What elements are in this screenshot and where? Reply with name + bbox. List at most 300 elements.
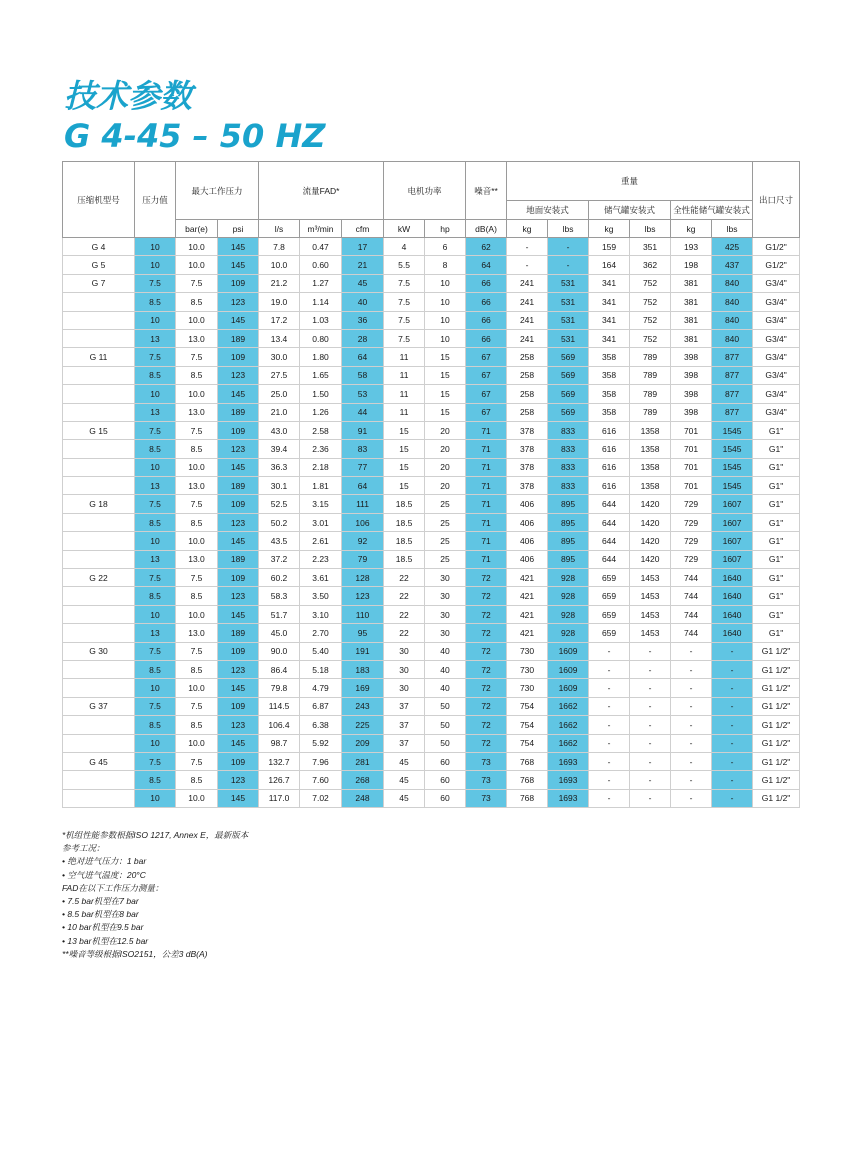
data-cell: 1358	[630, 458, 671, 476]
data-cell: 225	[342, 716, 384, 734]
data-cell: 37	[384, 697, 425, 715]
data-cell: 840	[712, 274, 753, 292]
data-cell: 406	[507, 513, 548, 531]
data-cell: 10.0	[176, 734, 218, 752]
unit-header: lbs	[548, 220, 589, 238]
table-row	[63, 256, 800, 274]
data-cell: 1662	[548, 734, 589, 752]
model-cell	[63, 440, 135, 458]
data-cell: G1"	[753, 495, 800, 513]
data-cell: 13	[135, 403, 176, 421]
data-cell: -	[712, 716, 753, 734]
data-cell: 27.5	[259, 366, 300, 384]
data-cell: 268	[342, 771, 384, 789]
data-cell: 729	[671, 495, 712, 513]
data-cell: 341	[589, 311, 630, 329]
data-cell: 1693	[548, 789, 589, 807]
data-cell: 895	[548, 550, 589, 568]
data-cell: -	[589, 789, 630, 807]
data-cell: 7.96	[300, 752, 342, 770]
data-cell: 25	[425, 532, 466, 550]
data-cell: 659	[589, 624, 630, 642]
data-cell: 109	[218, 752, 259, 770]
data-cell: 132.7	[259, 752, 300, 770]
data-cell: 25	[425, 513, 466, 531]
data-cell: 71	[466, 513, 507, 531]
data-cell: 10	[135, 256, 176, 274]
model-cell: G 30	[63, 642, 135, 660]
data-cell: 71	[466, 495, 507, 513]
data-cell: 7.5	[135, 569, 176, 587]
data-cell: 13.0	[176, 624, 218, 642]
data-cell: 30	[425, 587, 466, 605]
data-cell: 22	[384, 587, 425, 605]
table-row	[63, 477, 800, 495]
data-cell: 1545	[712, 477, 753, 495]
data-cell: G3/4"	[753, 293, 800, 311]
data-cell: -	[589, 697, 630, 715]
table-row	[63, 771, 800, 789]
data-cell: -	[548, 238, 589, 256]
data-cell: 7.5	[135, 752, 176, 770]
data-cell: 145	[218, 734, 259, 752]
table-row	[63, 366, 800, 384]
page-title	[64, 76, 325, 156]
data-cell: 3.61	[300, 569, 342, 587]
data-cell: 341	[589, 293, 630, 311]
data-cell: 72	[466, 716, 507, 734]
table-row	[63, 293, 800, 311]
data-cell: 840	[712, 329, 753, 347]
data-cell: 7.8	[259, 238, 300, 256]
data-cell: 258	[507, 348, 548, 366]
data-cell: -	[630, 716, 671, 734]
data-cell: 11	[384, 348, 425, 366]
data-cell: 531	[548, 293, 589, 311]
data-cell: 877	[712, 403, 753, 421]
data-cell: 145	[218, 605, 259, 623]
data-cell: 15	[384, 458, 425, 476]
data-cell: 71	[466, 532, 507, 550]
data-cell: 398	[671, 385, 712, 403]
unit-header: kg	[507, 220, 548, 238]
data-cell: 123	[218, 660, 259, 678]
data-cell: 833	[548, 477, 589, 495]
data-cell: 145	[218, 458, 259, 476]
data-cell: G3/4"	[753, 348, 800, 366]
data-cell: 6.38	[300, 716, 342, 734]
data-cell: 752	[630, 311, 671, 329]
data-cell: 1545	[712, 458, 753, 476]
data-cell: 15	[425, 366, 466, 384]
data-cell: 13.0	[176, 477, 218, 495]
data-cell: 67	[466, 385, 507, 403]
data-cell: 840	[712, 311, 753, 329]
data-cell: 36.3	[259, 458, 300, 476]
data-cell: 1420	[630, 513, 671, 531]
data-cell: -	[712, 771, 753, 789]
data-cell: 58	[342, 366, 384, 384]
data-cell: -	[671, 734, 712, 752]
data-cell: 877	[712, 348, 753, 366]
data-cell: 730	[507, 642, 548, 660]
unit-header: kg	[589, 220, 630, 238]
data-cell: 18.5	[384, 495, 425, 513]
data-cell: 198	[671, 256, 712, 274]
data-cell: 3.15	[300, 495, 342, 513]
data-cell: 183	[342, 660, 384, 678]
data-cell: 7.5	[384, 274, 425, 292]
note-line: 参考工况：	[62, 843, 105, 854]
data-cell: G1"	[753, 550, 800, 568]
table-row	[63, 734, 800, 752]
model-cell	[63, 311, 135, 329]
data-cell: G1"	[753, 624, 800, 642]
data-cell: 109	[218, 495, 259, 513]
data-cell: 10	[135, 789, 176, 807]
data-cell: 7.5	[176, 752, 218, 770]
data-cell: 90.0	[259, 642, 300, 660]
data-cell: 5.40	[300, 642, 342, 660]
data-cell: 8.5	[176, 440, 218, 458]
data-cell: 109	[218, 697, 259, 715]
data-cell: 18.5	[384, 513, 425, 531]
data-cell: 1640	[712, 587, 753, 605]
data-cell: 123	[218, 771, 259, 789]
data-cell: 8.5	[135, 587, 176, 605]
unit-header: l/s	[259, 220, 300, 238]
data-cell: 1.81	[300, 477, 342, 495]
data-cell: 659	[589, 587, 630, 605]
data-cell: 421	[507, 587, 548, 605]
data-cell: -	[589, 771, 630, 789]
data-cell: 30.1	[259, 477, 300, 495]
data-cell: 730	[507, 679, 548, 697]
data-cell: G1 1/2"	[753, 679, 800, 697]
data-cell: 43.5	[259, 532, 300, 550]
data-cell: -	[630, 752, 671, 770]
data-cell: 72	[466, 642, 507, 660]
data-cell: 22	[384, 624, 425, 642]
data-cell: 3.50	[300, 587, 342, 605]
data-cell: 241	[507, 293, 548, 311]
data-cell: 378	[507, 458, 548, 476]
data-cell: 71	[466, 458, 507, 476]
data-cell: 8.5	[176, 513, 218, 531]
data-cell: G1"	[753, 513, 800, 531]
data-cell: 10.0	[259, 256, 300, 274]
data-cell: 8.5	[176, 366, 218, 384]
data-cell: 7.5	[135, 421, 176, 439]
data-cell: 362	[630, 256, 671, 274]
data-cell: 729	[671, 550, 712, 568]
unit-header: kg	[671, 220, 712, 238]
data-cell: 8.5	[135, 716, 176, 734]
data-cell: 72	[466, 624, 507, 642]
data-cell: 64	[466, 256, 507, 274]
data-cell: 10.0	[176, 679, 218, 697]
data-cell: 25	[425, 495, 466, 513]
data-cell: 241	[507, 274, 548, 292]
data-cell: 10.0	[176, 238, 218, 256]
data-cell: 1.50	[300, 385, 342, 403]
data-cell: 39.4	[259, 440, 300, 458]
data-cell: -	[671, 789, 712, 807]
data-cell: 1693	[548, 771, 589, 789]
data-cell: 7.5	[135, 274, 176, 292]
data-cell: 60	[425, 789, 466, 807]
data-cell: 30	[384, 642, 425, 660]
data-cell: 437	[712, 256, 753, 274]
data-cell: -	[712, 752, 753, 770]
model-cell	[63, 477, 135, 495]
data-cell: 13	[135, 624, 176, 642]
data-cell: 895	[548, 532, 589, 550]
note-line: **噪音等级根据ISO2151，公差3 dB(A)	[62, 948, 208, 959]
data-cell: -	[671, 697, 712, 715]
data-cell: 351	[630, 238, 671, 256]
data-cell: 64	[342, 477, 384, 495]
model-cell	[63, 771, 135, 789]
table-row	[63, 274, 800, 292]
data-cell: -	[671, 716, 712, 734]
data-cell: 189	[218, 477, 259, 495]
data-cell: 67	[466, 366, 507, 384]
data-cell: 73	[466, 789, 507, 807]
unit-header: lbs	[712, 220, 753, 238]
data-cell: 744	[671, 587, 712, 605]
data-cell: 15	[425, 403, 466, 421]
data-cell: 21.2	[259, 274, 300, 292]
data-cell: 145	[218, 532, 259, 550]
data-cell: 616	[589, 440, 630, 458]
data-cell: 189	[218, 550, 259, 568]
data-cell: 64	[342, 348, 384, 366]
table-row	[63, 789, 800, 807]
data-cell: 50	[425, 697, 466, 715]
data-cell: 744	[671, 605, 712, 623]
data-cell: 17	[342, 238, 384, 256]
title-line-2: G 4-45 – 50 HZ	[64, 117, 326, 155]
model-cell	[63, 293, 135, 311]
data-cell: G3/4"	[753, 403, 800, 421]
data-cell: 701	[671, 458, 712, 476]
data-cell: 398	[671, 348, 712, 366]
data-cell: 378	[507, 421, 548, 439]
model-cell	[63, 734, 135, 752]
table-row	[63, 587, 800, 605]
data-cell: 8.5	[176, 293, 218, 311]
data-cell: 13	[135, 477, 176, 495]
model-cell: G 18	[63, 495, 135, 513]
data-cell: 145	[218, 679, 259, 697]
data-cell: 106.4	[259, 716, 300, 734]
header-model: 压缩机型号	[63, 162, 135, 238]
model-cell	[63, 679, 135, 697]
note-line: • 13 bar机型在12.5 bar	[62, 935, 149, 946]
data-cell: G1 1/2"	[753, 642, 800, 660]
table-row	[63, 421, 800, 439]
data-cell: 1358	[630, 477, 671, 495]
data-cell: 8.5	[135, 513, 176, 531]
data-cell: 10	[135, 458, 176, 476]
data-cell: 1693	[548, 752, 589, 770]
data-cell: -	[712, 679, 753, 697]
data-cell: 30	[425, 605, 466, 623]
data-cell: 569	[548, 348, 589, 366]
model-cell	[63, 550, 135, 568]
data-cell: 72	[466, 587, 507, 605]
data-cell: 1609	[548, 642, 589, 660]
data-cell: 145	[218, 238, 259, 256]
data-cell: G3/4"	[753, 311, 800, 329]
data-cell: 768	[507, 771, 548, 789]
model-cell	[63, 532, 135, 550]
data-cell: 71	[466, 477, 507, 495]
data-cell: 833	[548, 458, 589, 476]
data-cell: 106	[342, 513, 384, 531]
data-cell: 10	[425, 311, 466, 329]
data-cell: G3/4"	[753, 385, 800, 403]
data-cell: 10	[135, 311, 176, 329]
data-cell: 0.60	[300, 256, 342, 274]
data-cell: 51.7	[259, 605, 300, 623]
data-cell: 0.80	[300, 329, 342, 347]
data-cell: 1640	[712, 624, 753, 642]
data-cell: 91	[342, 421, 384, 439]
data-cell: 15	[425, 348, 466, 366]
data-cell: 10.0	[176, 256, 218, 274]
data-cell: 398	[671, 366, 712, 384]
data-cell: 15	[384, 477, 425, 495]
model-cell: G 5	[63, 256, 135, 274]
data-cell: 8.5	[135, 771, 176, 789]
data-cell: 7.5	[176, 642, 218, 660]
table-row	[63, 532, 800, 550]
model-cell	[63, 366, 135, 384]
data-cell: 10	[425, 293, 466, 311]
data-cell: 406	[507, 495, 548, 513]
data-cell: 95	[342, 624, 384, 642]
note-line: • 7.5 bar机型在7 bar	[62, 896, 139, 907]
data-cell: 28	[342, 329, 384, 347]
data-cell: -	[589, 679, 630, 697]
footnotes	[62, 829, 248, 961]
data-cell: 378	[507, 477, 548, 495]
data-cell: G3/4"	[753, 329, 800, 347]
data-cell: 1.65	[300, 366, 342, 384]
data-cell: 531	[548, 311, 589, 329]
data-cell: 928	[548, 587, 589, 605]
data-cell: 10.0	[176, 532, 218, 550]
data-cell: -	[712, 789, 753, 807]
model-cell	[63, 587, 135, 605]
data-cell: G1"	[753, 440, 800, 458]
unit-header: bar(e)	[176, 220, 218, 238]
data-cell: 13	[135, 329, 176, 347]
data-cell: 7.5	[176, 569, 218, 587]
data-cell: 13.0	[176, 329, 218, 347]
data-cell: G1 1/2"	[753, 789, 800, 807]
data-cell: 381	[671, 274, 712, 292]
data-cell: 72	[466, 605, 507, 623]
data-cell: -	[630, 642, 671, 660]
data-cell: 2.61	[300, 532, 342, 550]
data-cell: 258	[507, 366, 548, 384]
data-cell: 110	[342, 605, 384, 623]
data-cell: 5.5	[384, 256, 425, 274]
data-cell: 789	[630, 366, 671, 384]
data-cell: 71	[466, 440, 507, 458]
data-cell: 20	[425, 421, 466, 439]
data-cell: 2.18	[300, 458, 342, 476]
data-cell: 659	[589, 605, 630, 623]
data-cell: 895	[548, 495, 589, 513]
data-cell: 30.0	[259, 348, 300, 366]
data-cell: 2.36	[300, 440, 342, 458]
header-weight: 重量	[507, 162, 753, 201]
data-cell: 79.8	[259, 679, 300, 697]
model-cell	[63, 513, 135, 531]
data-cell: 1662	[548, 697, 589, 715]
data-cell: 5.18	[300, 660, 342, 678]
data-cell: 358	[589, 385, 630, 403]
table-row	[63, 624, 800, 642]
data-cell: 258	[507, 403, 548, 421]
data-cell: 145	[218, 311, 259, 329]
data-cell: 109	[218, 569, 259, 587]
data-cell: 877	[712, 366, 753, 384]
spec-table	[62, 161, 800, 808]
table-row	[63, 385, 800, 403]
data-cell: G1"	[753, 605, 800, 623]
data-cell: 109	[218, 274, 259, 292]
data-cell: 1662	[548, 716, 589, 734]
data-cell: 928	[548, 605, 589, 623]
data-cell: 10	[135, 238, 176, 256]
data-cell: 40	[425, 642, 466, 660]
data-cell: 5.92	[300, 734, 342, 752]
table-body	[63, 238, 800, 808]
data-cell: 7.5	[135, 348, 176, 366]
data-cell: 768	[507, 789, 548, 807]
data-cell: 19.0	[259, 293, 300, 311]
data-cell: 1453	[630, 569, 671, 587]
data-cell: 72	[466, 734, 507, 752]
data-cell: 25.0	[259, 385, 300, 403]
data-cell: 72	[466, 697, 507, 715]
data-cell: 66	[466, 329, 507, 347]
data-cell: -	[712, 697, 753, 715]
data-cell: 701	[671, 421, 712, 439]
model-cell	[63, 605, 135, 623]
data-cell: 1607	[712, 513, 753, 531]
data-cell: 1420	[630, 550, 671, 568]
data-cell: 10.0	[176, 385, 218, 403]
data-cell: 21.0	[259, 403, 300, 421]
data-cell: 0.47	[300, 238, 342, 256]
data-cell: 92	[342, 532, 384, 550]
data-cell: 7.5	[176, 421, 218, 439]
data-cell: 45	[384, 789, 425, 807]
data-cell: -	[671, 771, 712, 789]
data-cell: 11	[384, 385, 425, 403]
data-cell: 421	[507, 569, 548, 587]
data-cell: 7.5	[135, 642, 176, 660]
data-cell: 425	[712, 238, 753, 256]
data-cell: 7.5	[176, 348, 218, 366]
data-cell: G1"	[753, 458, 800, 476]
